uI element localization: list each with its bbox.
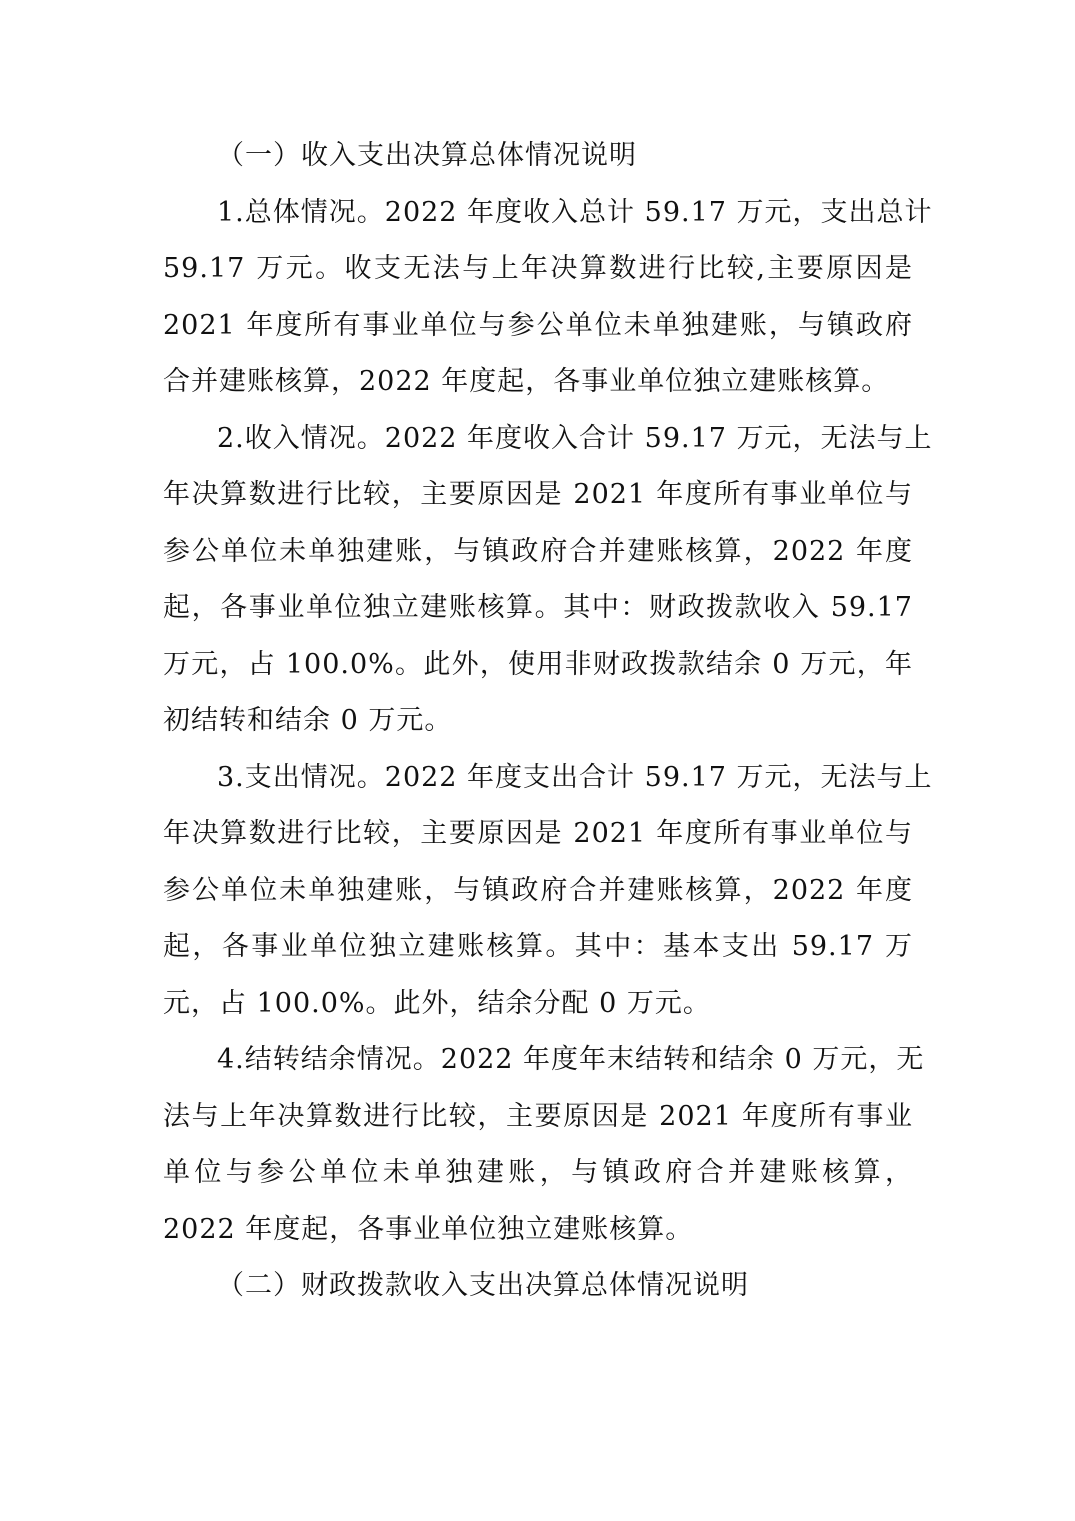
paragraph-expenditure bbox=[163, 750, 933, 1033]
document-body bbox=[163, 128, 933, 1315]
paragraph-line: 59.17 万元。收支无法与上年决算数进行比较,主要原因是 bbox=[163, 253, 913, 284]
section-heading-2: （二）财政拨款收入支出决算总体情况说明 bbox=[217, 1270, 749, 1301]
paragraph-overall bbox=[163, 185, 933, 411]
paragraph-line: 年决算数进行比较，主要原因是 2021 年度所有事业单位与 bbox=[163, 479, 913, 510]
paragraph-line: 4.结转结余情况。2022 年度年末结转和结余 0 万元，无 bbox=[217, 1044, 925, 1075]
paragraph-line: 年决算数进行比较，主要原因是 2021 年度所有事业单位与 bbox=[163, 818, 913, 849]
paragraph-line: 2021 年度所有事业单位与参公单位未单独建账，与镇政府 bbox=[163, 309, 913, 341]
paragraph-line: 1.总体情况。2022 年度收入总计 59.17 万元，支出总计 bbox=[217, 196, 933, 228]
paragraph-line: 合并建账核算，2022 年度起，各事业单位独立建账核算。 bbox=[163, 366, 890, 397]
paragraph-line: 起，各事业单位独立建账核算。其中：财政拨款收入 59.17 bbox=[163, 592, 913, 623]
paragraph-line: 元，占 100.0%。此外，结余分配 0 万元。 bbox=[163, 987, 711, 1019]
paragraph-line: 2.收入情况。2022 年度收入合计 59.17 万元，无法与上 bbox=[217, 422, 933, 454]
paragraph-line: 参公单位未单独建账，与镇政府合并建账核算，2022 年度 bbox=[163, 535, 913, 567]
paragraph-line: 初结转和结余 0 万元。 bbox=[163, 705, 453, 736]
paragraph-line: 2022 年度起，各事业单位独立建账核算。 bbox=[163, 1213, 694, 1245]
paragraph-income bbox=[163, 411, 933, 750]
paragraph-line: 参公单位未单独建账，与镇政府合并建账核算，2022 年度 bbox=[163, 874, 913, 906]
paragraph-carryover bbox=[163, 1032, 925, 1258]
section-heading-1: （一）收入支出决算总体情况说明 bbox=[217, 140, 637, 171]
paragraph-line: 法与上年决算数进行比较，主要原因是 2021 年度所有事业 bbox=[163, 1100, 913, 1132]
paragraph-line: 万元，占 100.0%。此外，使用非财政拨款结余 0 万元，年 bbox=[163, 648, 913, 680]
paragraph-line: 3.支出情况。2022 年度支出合计 59.17 万元，无法与上 bbox=[217, 761, 933, 793]
paragraph-line: 起，各事业单位独立建账核算。其中：基本支出 59.17 万 bbox=[163, 931, 913, 962]
paragraph-line: 单位与参公单位未单独建账，与镇政府合并建账核算， bbox=[163, 1157, 913, 1188]
